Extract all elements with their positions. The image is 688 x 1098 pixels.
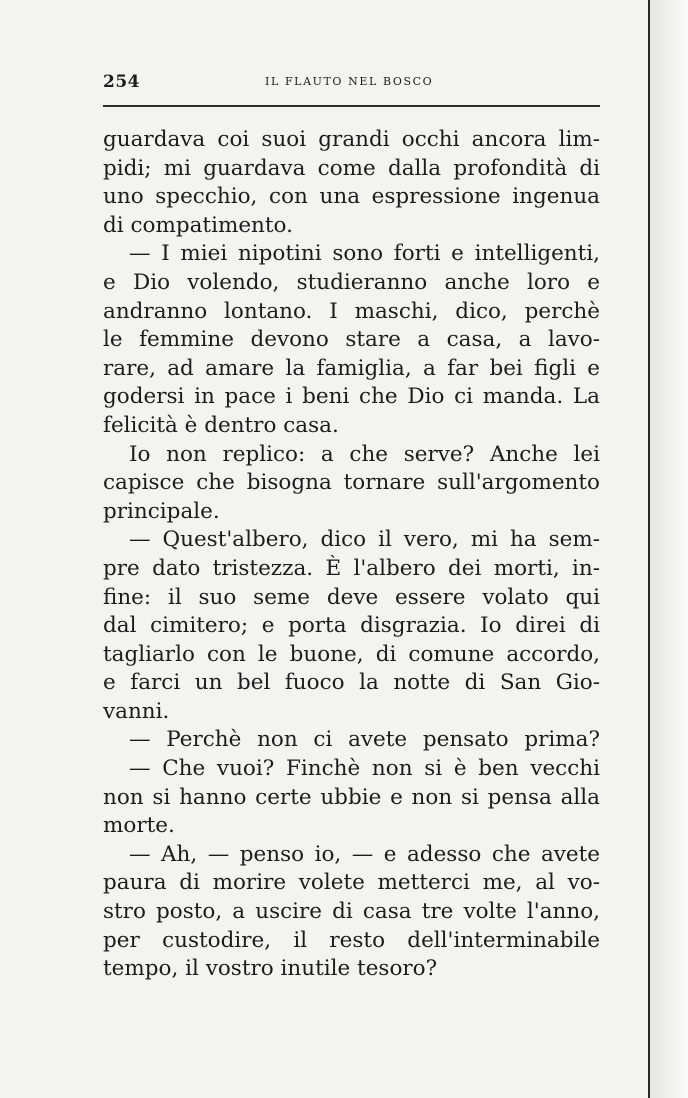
text-line: vanni. [103, 698, 170, 724]
text-line: morte. [103, 813, 175, 839]
text-line: dal cimitero; e porta disgrazia. Io direi di [103, 613, 600, 639]
text-line: fine: il suo seme deve essere volato qui [103, 584, 600, 610]
text-line: paura di morire volete metterci me, al vo- [103, 870, 600, 896]
text-line: principale. [103, 498, 220, 524]
text-line: non si hanno certe ubbie e non si pensa alla [103, 784, 600, 810]
text-line: tempo, il vostro inutile tesoro? [103, 956, 438, 982]
text-line: rare, ad amare la famiglia, a far bei figli e [103, 355, 600, 381]
text-line: — Quest'albero, dico il vero, mi ha sem- [129, 527, 600, 553]
text-line: tagliarlo con le buone, di comune accordo, [103, 641, 600, 667]
running-header [103, 72, 598, 98]
text-line: — Perchè non ci avete pensato prima? [129, 727, 600, 753]
text-line: pre dato tristezza. È l'albero dei morti, in- [103, 555, 600, 581]
page-edge-shadow [650, 0, 688, 1098]
text-line: guardava coi suoi grandi occhi ancora lim- [103, 127, 600, 152]
text-line: — I miei nipotini sono forti e intelligenti, [129, 241, 600, 267]
text-line: uno specchio, con una espressione ingenua [103, 184, 600, 210]
text-line: felicità è dentro casa. [103, 412, 339, 438]
text-line: — Ah, — penso io, — e adesso che avete [129, 841, 600, 867]
text-line: di compatimento. [103, 212, 293, 238]
text-line: godersi in pace i beni che Dio ci manda. La [103, 384, 600, 410]
text-line: capisce che bisogna tornare sull'argomento [103, 470, 600, 496]
text-line: Io non replico: a che serve? Anche lei [129, 441, 600, 467]
text-line: per custodire, il resto dell'interminabile [103, 927, 600, 953]
page-number: 254 [103, 72, 140, 92]
text-line: e Dio volendo, studieranno anche loro e [103, 269, 600, 295]
text-line: andranno lontano. I maschi, dico, perchè [103, 298, 600, 324]
text-line: — Che vuoi? Finchè non si è ben vecchi [129, 756, 600, 782]
text-line: e farci un bel fuoco la notte di San Gio- [103, 670, 600, 696]
header-rule [103, 105, 600, 107]
running-title: IL FLAUTO NEL BOSCO [265, 75, 434, 88]
page-edge [648, 0, 650, 1098]
body-text [103, 126, 600, 984]
text-line: stro posto, a uscire di casa tre volte l'anno, [103, 899, 600, 925]
text-line: pidi; mi guardava come dalla profondità di [103, 155, 600, 181]
text-line: le femmine devono stare a casa, a lavo- [103, 327, 600, 353]
